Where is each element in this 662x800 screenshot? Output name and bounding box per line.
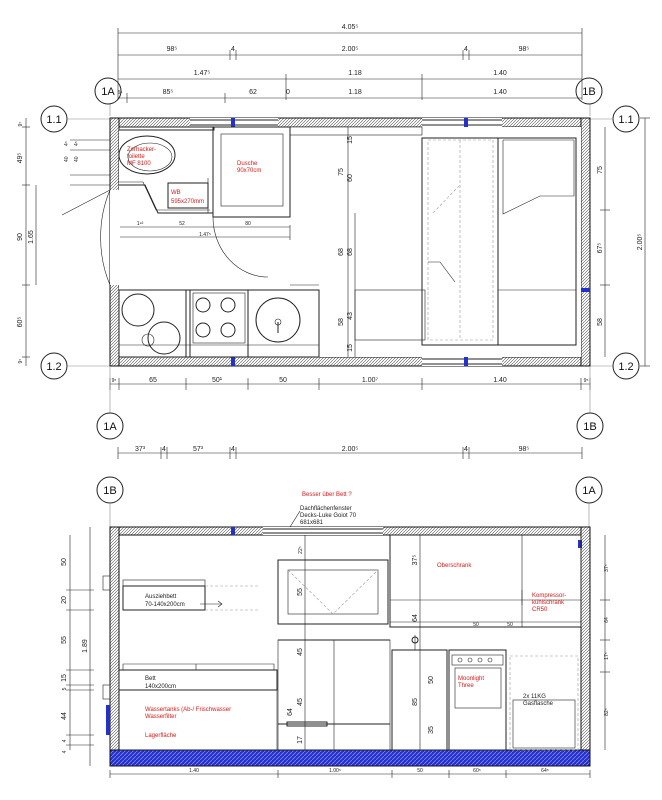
dim-label: 50 <box>428 676 435 684</box>
top-dimension-lines <box>118 24 582 103</box>
dim-label: 64 <box>287 708 294 716</box>
dim-label: 44 <box>61 712 68 720</box>
dim-label: 17⁵ <box>604 652 610 660</box>
dim-label: 9⁵ <box>18 358 24 364</box>
right-dimension-lines <box>597 118 650 366</box>
bed-label: 140x200cm <box>145 684 177 690</box>
dim-label: 1.00⁵ <box>329 768 341 774</box>
dim-label: 80 <box>245 221 251 227</box>
dim-label: 68 <box>347 248 354 256</box>
bed-label: Bett <box>145 676 156 682</box>
dim-label: 5⁵ <box>117 90 123 96</box>
dim-label: 58 <box>597 318 604 326</box>
section-left-dims <box>61 527 94 766</box>
left-dimension-lines <box>17 118 110 366</box>
dim-label: 2.00⁵ <box>637 233 644 251</box>
axis-label-1-1-left: 1.1 <box>46 114 62 126</box>
dim-label: 0 <box>286 89 290 96</box>
gas-bottle-label: Gasflasche <box>523 701 554 707</box>
toilet-label: MF 8100 <box>127 161 151 167</box>
dim-label: 9⁵ <box>18 121 24 127</box>
roof-window-label: Dachflächenfenster <box>300 506 352 512</box>
section-furniture <box>119 535 581 750</box>
axis-label-1-2-right: 1.2 <box>618 361 634 373</box>
dim-label: 40 <box>64 156 70 162</box>
toilet-label: toilette <box>127 154 145 160</box>
dim-label: 58 <box>338 318 345 326</box>
dim-label: 5 <box>62 687 68 691</box>
oven-label: Moonlight <box>458 676 485 682</box>
dim-label: 4 <box>62 750 68 754</box>
dim-label: 4 <box>231 46 235 53</box>
dim-label: 60⁵ <box>17 316 24 328</box>
fridge-label: Kompressor- <box>532 593 567 599</box>
section-walls <box>103 527 590 766</box>
section-inner-dims <box>287 535 513 750</box>
dim-label: 75 <box>338 168 345 176</box>
dim-label: 65 <box>149 377 157 384</box>
dim-label: 50 <box>279 377 287 384</box>
dim-label: 55 <box>61 636 68 644</box>
section-labels <box>145 563 566 739</box>
dim-label: 55 <box>297 588 304 596</box>
dim-label: 1.40 <box>493 70 507 77</box>
dim-label: 98⁵ <box>518 46 530 53</box>
dim-label: 35 <box>428 726 435 734</box>
axis-label-1b-section: 1B <box>103 485 117 497</box>
dim-label: 1.47⁵ <box>199 232 211 238</box>
section-right-dims <box>600 535 610 750</box>
dim-label: 1.89 <box>82 639 89 653</box>
dim-label: 98⁵ <box>518 446 530 453</box>
dim-label: 64⁵ <box>541 768 549 774</box>
dim-label: 50 <box>507 622 513 628</box>
axis-label-1a-section: 1A <box>582 485 596 497</box>
dim-label: 40 <box>74 156 80 162</box>
dim-label: 4 <box>62 739 68 743</box>
roof-window-label: 681x681 <box>300 520 324 526</box>
dim-label: 1.40 <box>493 377 507 384</box>
dim-label: 85 <box>412 698 419 706</box>
dim-label: 9⁵ <box>111 378 117 384</box>
dim-label: 1.40 <box>189 768 199 774</box>
dim-label: 15 <box>61 674 68 682</box>
axis-label-1a-bottom: 1A <box>103 421 117 433</box>
axis-label-1b-bottom: 1B <box>583 421 597 433</box>
dim-label: 4⁵ <box>74 141 80 146</box>
dim-label: 4⁵ <box>64 141 70 146</box>
dim-label: 1.18 <box>348 89 362 96</box>
roof-window-label: Decks-Luke Goiot 70 <box>300 513 357 519</box>
dim-label: 9⁵ <box>583 378 589 384</box>
dim-label: 22⁵ <box>298 546 304 554</box>
plan-walls <box>110 118 590 366</box>
dim-label: 15 <box>347 136 354 144</box>
oven-label: Three <box>458 683 474 689</box>
fridge-label: kühlschrank <box>532 600 565 606</box>
dim-label: 4 <box>464 46 468 53</box>
dim-label: 68 <box>338 248 345 256</box>
pullout-bed-label: Ausziehbett <box>145 594 177 600</box>
dim-label: 4 <box>231 446 235 453</box>
axis-label-1-1-right: 1.1 <box>618 114 634 126</box>
dim-label: 1.40 <box>493 89 507 96</box>
gas-bottle-label: 2x 11KG <box>523 694 546 700</box>
dim-label: 50¹ <box>211 377 223 384</box>
dim-label: 37³ <box>134 446 146 453</box>
dim-total-width: 4.05⁵ <box>341 24 359 31</box>
dim-label: 75 <box>597 166 604 174</box>
pullout-bed-label: 70-140x200cm <box>145 602 185 608</box>
dim-label: 1.18 <box>348 70 362 77</box>
bed-note-label: Besser über Bett ? <box>302 492 352 498</box>
sink-label: 595x270mm <box>171 199 205 205</box>
dim-label: 82⁵ <box>604 708 610 716</box>
section-axis-markers <box>97 477 602 527</box>
dim-label: 67⁵ <box>597 242 604 254</box>
dim-label: 43 <box>347 312 354 320</box>
dim-label: 90 <box>17 233 24 241</box>
dim-label: 2.00⁵ <box>341 46 359 53</box>
dim-label: 1⁹² <box>136 221 144 227</box>
dim-label: 1.00⁷ <box>361 377 379 384</box>
storage-label: Lagerfläche <box>145 733 177 739</box>
dim-label: 1.65 <box>28 230 35 244</box>
section-bottom-dims <box>110 768 590 778</box>
dim-label: 85⁵ <box>162 89 174 96</box>
dim-label: 50 <box>417 768 423 774</box>
upper-cabinet-label: Oberschrank <box>437 563 472 569</box>
dim-label: 49⁵ <box>17 152 24 164</box>
axis-label-1a: 1A <box>101 86 115 98</box>
dim-label: 1.47⁵ <box>193 70 211 77</box>
dim-label: 64 <box>412 614 419 622</box>
sink-label: WB <box>171 190 181 196</box>
shower-label: 90x70cm <box>237 168 262 174</box>
dim-label: 64 <box>604 617 610 623</box>
dim-label: 98⁵ <box>166 46 178 53</box>
dim-label: 62 <box>249 89 257 96</box>
dim-label: 50 <box>61 558 68 566</box>
bottom-dimension-lines <box>97 366 603 459</box>
dim-label: 4 <box>464 446 468 453</box>
fridge-label: CR50 <box>532 607 548 613</box>
shower-label: Dusche <box>237 161 258 167</box>
axis-label-1-2-left: 1.2 <box>46 361 62 373</box>
dim-label: 50 <box>473 622 479 628</box>
dim-label: 57³ <box>192 446 204 453</box>
dim-label: 45 <box>297 648 304 656</box>
dim-label: 2.00⁵ <box>341 446 359 453</box>
dim-label: 20 <box>61 596 68 604</box>
dim-label: 37⁵ <box>604 564 610 572</box>
dim-label: 17 <box>297 736 304 744</box>
dim-label: 37⁵ <box>412 554 419 566</box>
water-tanks-label: Wasserfilter <box>145 714 177 720</box>
dim-label: 60⁵ <box>473 768 481 774</box>
dim-label: 45 <box>297 698 304 706</box>
toilet-label: Zerhacker- <box>127 147 157 153</box>
water-tanks-label: Wassertanks (Ab-/ Frischwasser <box>145 707 232 713</box>
dim-label: 15 <box>347 344 354 352</box>
dim-label: 60 <box>347 174 354 182</box>
axis-label-1b: 1B <box>582 86 596 98</box>
dim-label: 4 <box>162 446 166 453</box>
dim-label: 52 <box>179 221 185 227</box>
